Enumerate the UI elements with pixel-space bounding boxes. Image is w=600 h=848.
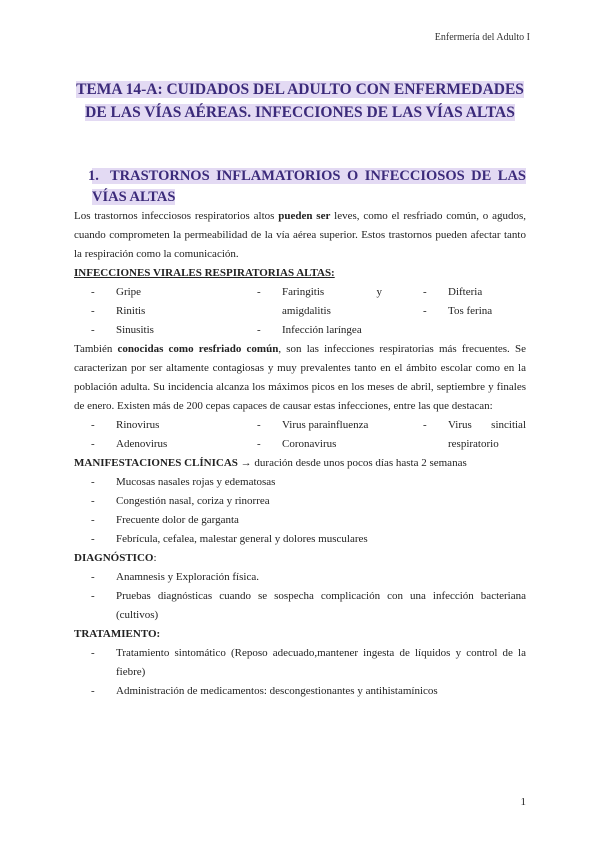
intro-paragraph: Los trastornos infecciosos respiratorios altos pueden ser leves, como el resfriado común, o agudos, cuando comprometen la permeabilidad de la vía aérea superior. Estos trastornos pueden afectar tanto la respiración como la comunicación. bbox=[74, 210, 527, 260]
cold-paragraph: También conocidas como resfriado común, son las infecciones respiratorias más frecuentes. Se caracterizan por ser altamente contagiosas y muy prevalentes tanto en el ámbito escolar como en la población adulta. Su incidencia alcanza los máximos picos en los meses de abril, septiembre y finales de enero. Existen más de 200 cepas capaces de causar estas infecciones, entre las que destacan: bbox=[74, 343, 526, 412]
list-item: - Tratamiento sintomático (Reposo adecuado,mantener ingesta de líquidos y control de la fiebre) bbox=[91, 647, 526, 678]
list-item: - Administración de medicamentos: descongestionantes y antihistamínicos bbox=[91, 685, 438, 697]
manifestations-heading: MANIFESTACIONES CLÍNICAS → duración desde unos pocos días hasta 2 semanas bbox=[74, 457, 467, 469]
list-item: - Faringitis y bbox=[257, 286, 382, 298]
document-body bbox=[74, 207, 526, 701]
list-item-continuation: respiratorio bbox=[448, 438, 499, 450]
list-item: - Pruebas diagnósticas cuando se sospecha complicación con una infección bacteriana (cultivos) bbox=[91, 590, 526, 621]
list-item: - Sinusitis bbox=[91, 324, 154, 336]
list-item: - Rinovirus bbox=[91, 419, 160, 431]
list-item: - Tos ferina bbox=[423, 305, 493, 317]
list-item: - Virus parainfluenza bbox=[257, 419, 369, 431]
page-number: 1 bbox=[520, 796, 526, 808]
list-item: - Infección laríngea bbox=[257, 324, 362, 336]
list-item: - Congestión nasal, coriza y rinorrea bbox=[91, 495, 270, 507]
section-number: 1. bbox=[88, 168, 99, 184]
list-item: - Coronavirus bbox=[257, 438, 337, 450]
list-item: - Adenovirus bbox=[91, 438, 168, 450]
section-title: TRASTORNOS INFLAMATORIOS O INFECCIOSOS DE LAS VÍAS ALTAS bbox=[92, 168, 526, 205]
list-item: - Mucosas nasales rojas y edematosas bbox=[91, 476, 276, 488]
treatment-heading: TRATAMIENTO: bbox=[74, 628, 161, 640]
list-item: - Febrícula, cefalea, malestar general y dolores musculares bbox=[91, 533, 368, 545]
viral-list bbox=[74, 283, 526, 340]
page-title: TEMA 14-A: CUIDADOS DEL ADULTO CON ENFERMEDADES DE LAS VÍAS AÉREAS. INFECCIONES DE LAS VÍAS ALTAS bbox=[76, 81, 524, 121]
strains-list bbox=[74, 416, 526, 454]
viral-heading: INFECCIONES VIRALES RESPIRATORIAS ALTAS: bbox=[74, 267, 335, 279]
section-heading bbox=[88, 166, 526, 208]
list-item: - Anamnesis y Exploración física. bbox=[91, 571, 259, 583]
list-item-continuation: amigdalitis bbox=[282, 305, 331, 317]
list-item: - Rinitis bbox=[91, 305, 146, 317]
list-item: - Difteria bbox=[423, 286, 483, 298]
list-item: - Gripe bbox=[91, 286, 142, 298]
list-item: - Frecuente dolor de garganta bbox=[91, 514, 239, 526]
list-item: - Virus sincitial bbox=[423, 419, 526, 431]
running-header: Enfermería del Adulto I bbox=[434, 32, 530, 43]
diagnosis-heading: DIAGNÓSTICO: bbox=[74, 552, 157, 564]
